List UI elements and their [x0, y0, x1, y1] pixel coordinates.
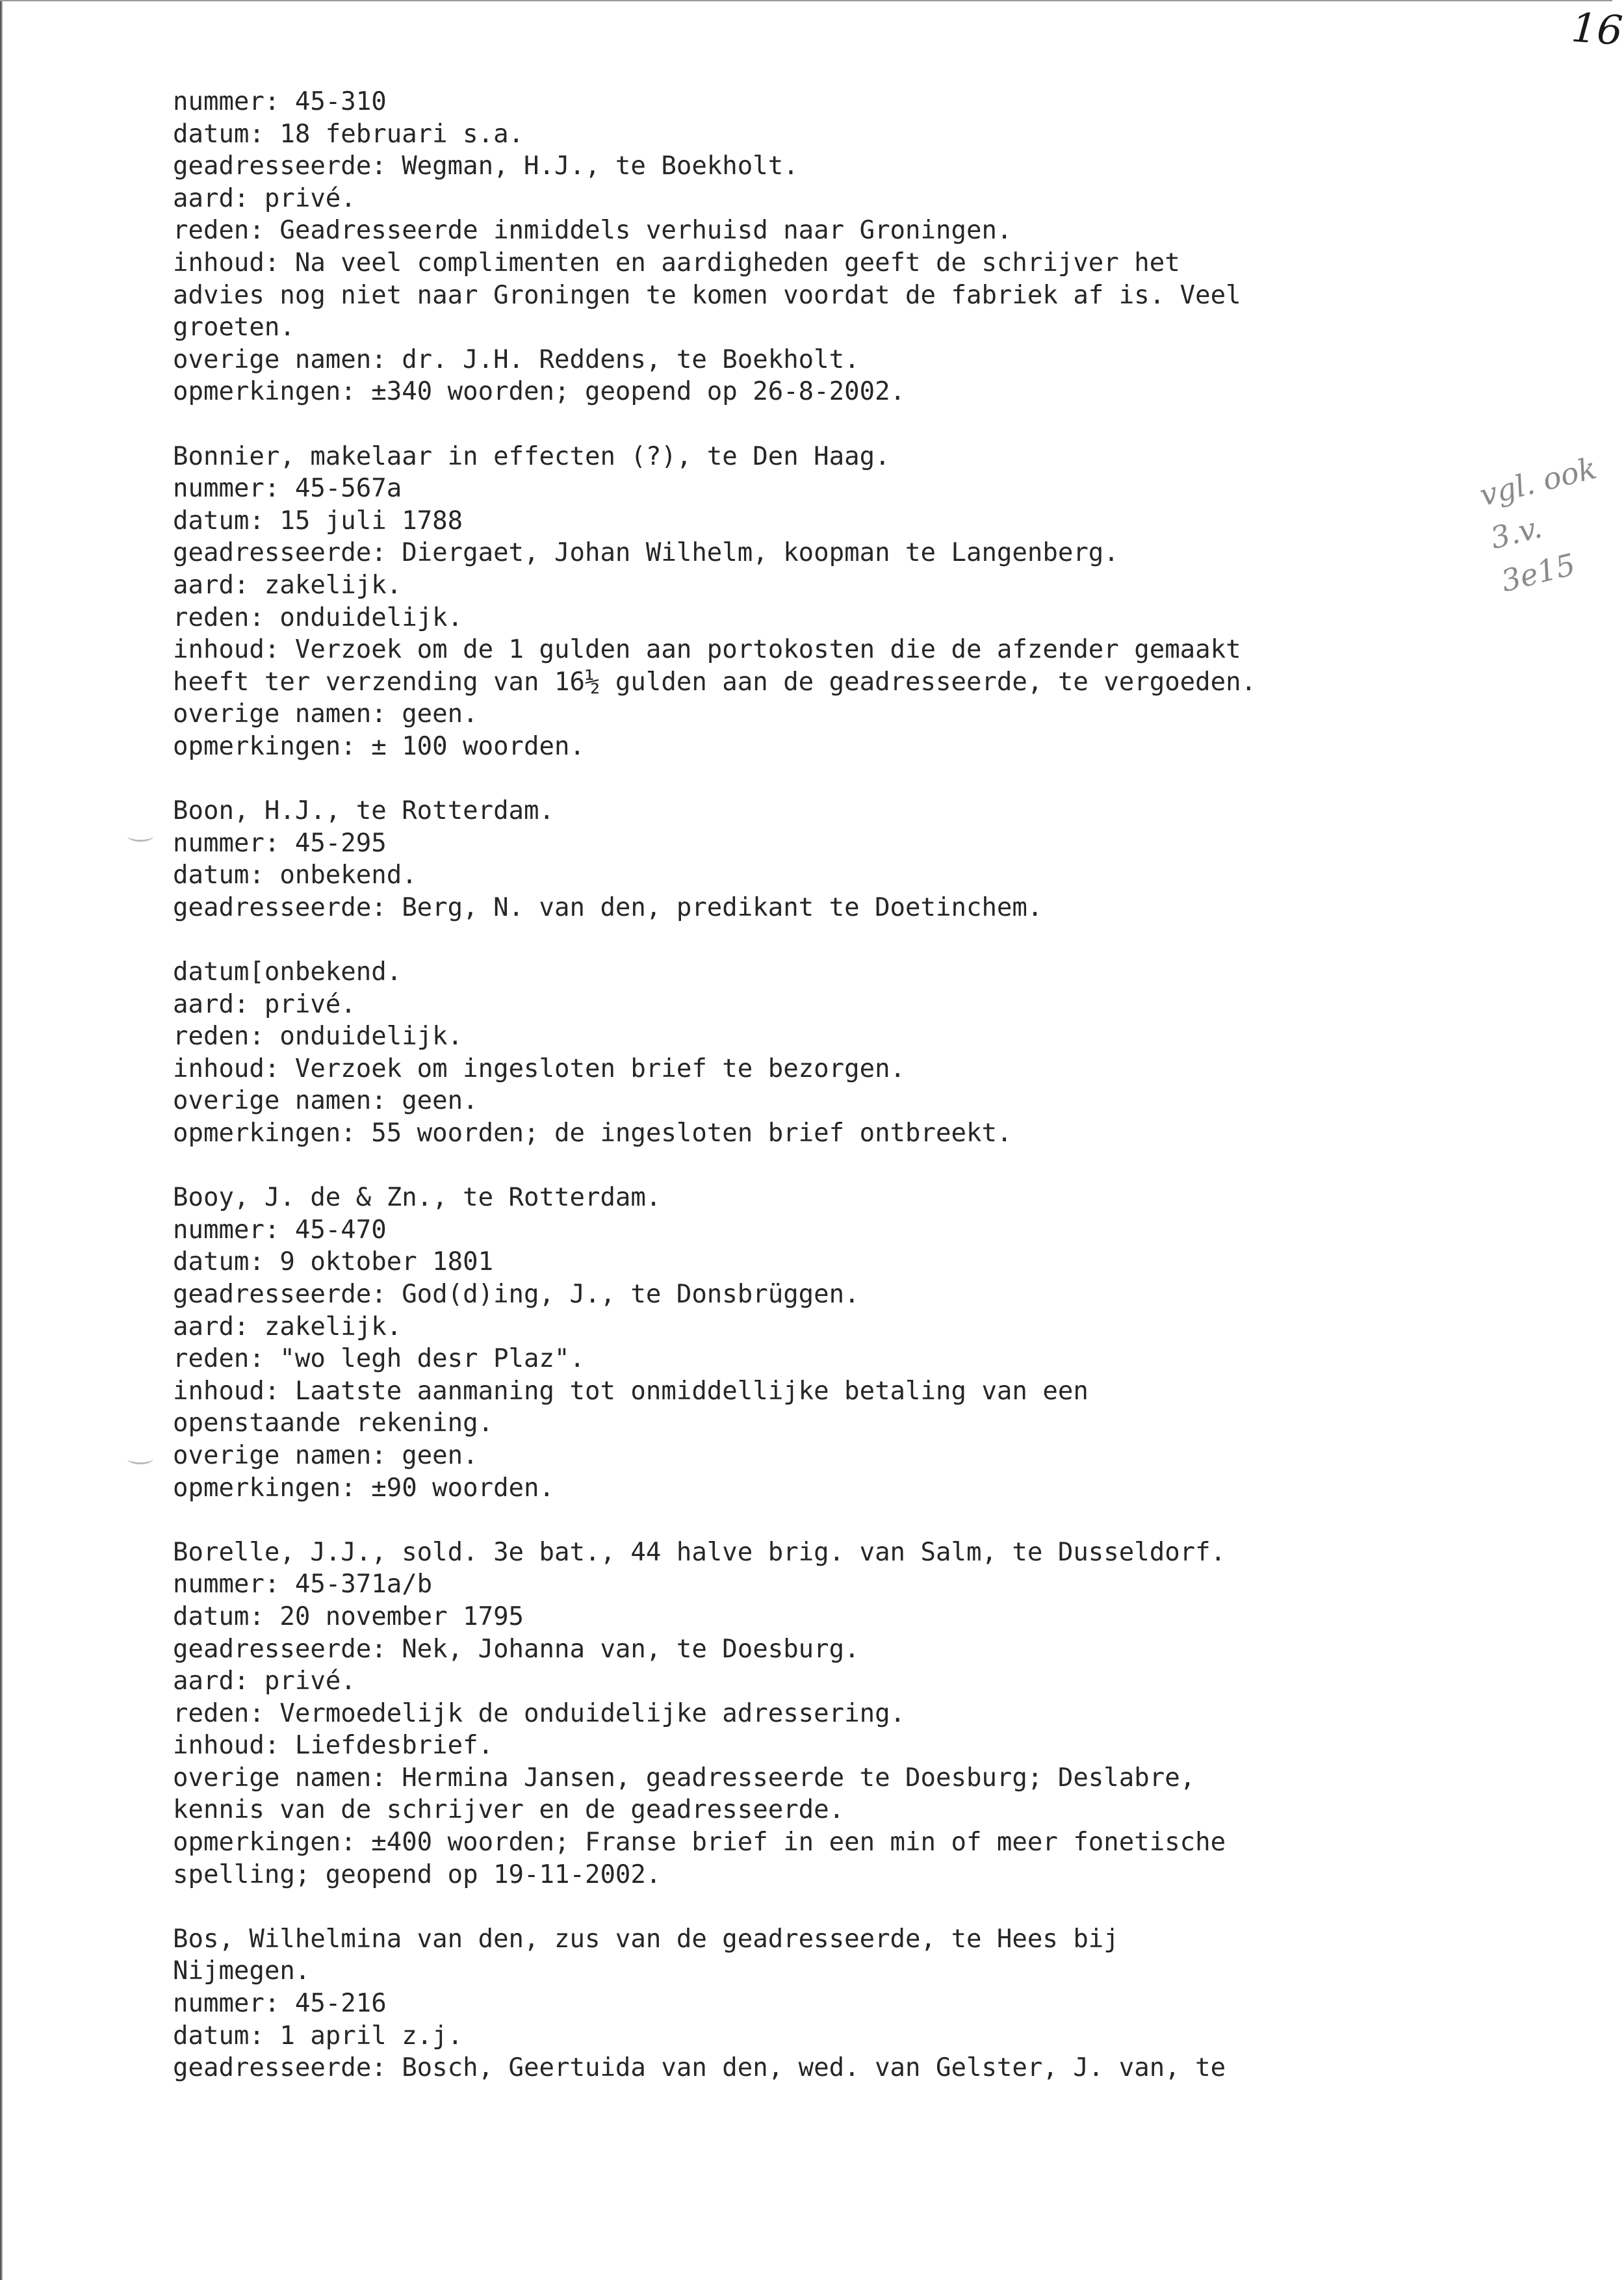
- record-line: overige namen: geen.: [173, 699, 478, 729]
- margin-tick-mark: [127, 1453, 153, 1464]
- scan-top-edge: [0, 0, 1612, 1]
- record-line: opmerkingen: ± 100 woorden.: [173, 731, 585, 761]
- record-line: heeft ter verzending van 16½ gulden aan de geadresseerde, te vergoeden.: [173, 667, 1257, 697]
- record-entry: [173, 795, 1525, 924]
- record-line: nummer: 45-567a: [173, 474, 402, 504]
- record-line: Borelle, J.J., sold. 3e bat., 44 halve brig. van Salm, te Dusseldorf.: [173, 1537, 1226, 1567]
- record-line: datum: onbekend.: [173, 861, 417, 890]
- page-number: 16: [1569, 3, 1624, 55]
- record-line: inhoud: Liefdesbrief.: [173, 1731, 494, 1761]
- record-line: Bos, Wilhelmina van den, zus van de geadresseerde, te Hees bij: [173, 1924, 1119, 1954]
- record-line: Boon, H.J., te Rotterdam.: [173, 796, 554, 826]
- scan-left-edge: [0, 0, 3, 2280]
- record-line: nummer: 45-295: [173, 828, 387, 858]
- record-line: geadresseerde: Bosch, Geertuida van den, wed. van Gelster, J. van, te: [173, 2053, 1226, 2083]
- record-line: Bonnier, makelaar in effecten (?), te Den Haag.: [173, 441, 890, 471]
- record-line: kennis van de schrijver en de geadresseerde.: [173, 1795, 845, 1825]
- record-line: openstaande rekening.: [173, 1408, 494, 1438]
- record-line: nummer: 45-371a/b: [173, 1570, 433, 1600]
- record-line: geadresseerde: God(d)ing, J., te Donsbrüggen.: [173, 1279, 860, 1309]
- record-line: inhoud: Na veel complimenten en aardigheden geeft de schrijver het: [173, 248, 1180, 278]
- record-line: reden: onduidelijk.: [173, 602, 463, 632]
- record-line: datum[onbekend.: [173, 957, 402, 987]
- record-line: opmerkingen: ±400 woorden; Franse brief in een min of meer fonetische: [173, 1828, 1226, 1858]
- record-line: overige namen: geen.: [173, 1086, 478, 1116]
- record-line: spelling; geopend op 19-11-2002.: [173, 1859, 662, 1889]
- record-entry: [173, 441, 1525, 763]
- record-line: datum: 1 april z.j.: [173, 2021, 463, 2051]
- record-line: Nijmegen.: [173, 1956, 311, 1986]
- record-line: datum: 18 februari s.a.: [173, 119, 524, 149]
- margin-note-line: 3e15: [1497, 546, 1579, 599]
- record-line: geadresseerde: Nek, Johanna van, te Doesburg.: [173, 1634, 860, 1664]
- record-line: aard: privé.: [173, 1666, 356, 1696]
- record-entry: [173, 1923, 1525, 2084]
- record-line: aard: privé.: [173, 989, 356, 1019]
- margin-tick-mark: [127, 831, 153, 842]
- margin-note-line: vgl. ook: [1476, 450, 1600, 513]
- record-entry: [173, 1182, 1525, 1504]
- record-line: inhoud: Verzoek om ingesloten brief te bezorgen.: [173, 1054, 906, 1083]
- record-line: opmerkingen: ±90 woorden.: [173, 1473, 554, 1503]
- record-line: datum: 9 oktober 1801: [173, 1247, 494, 1277]
- record-line: geadresseerde: Wegman, H.J., te Boekholt.: [173, 151, 799, 181]
- record-line: inhoud: Laatste aanmaning tot onmiddellijke betaling van een: [173, 1376, 1089, 1406]
- record-line: geadresseerde: Diergaet, Johan Wilhelm, koopman te Langenberg.: [173, 538, 1119, 568]
- document-body: [173, 86, 1525, 2116]
- record-entry: [173, 1536, 1525, 1891]
- record-line: nummer: 45-310: [173, 87, 387, 116]
- record-line: nummer: 45-470: [173, 1215, 387, 1245]
- record-line: Booy, J. de & Zn., te Rotterdam.: [173, 1183, 662, 1213]
- record-line: opmerkingen: 55 woorden; de ingesloten brief ontbreekt.: [173, 1119, 1012, 1148]
- record-entry: [173, 956, 1525, 1150]
- record-line: nummer: 45-216: [173, 1989, 387, 2019]
- record-line: reden: Vermoedelijk de onduidelijke adressering.: [173, 1698, 906, 1728]
- record-line: reden: "wo legh desr Plaz".: [173, 1344, 585, 1374]
- record-entry: [173, 86, 1525, 408]
- record-line: advies nog niet naar Groningen te komen voordat de fabriek af is. Veel: [173, 280, 1241, 310]
- record-line: overige namen: geen.: [173, 1440, 478, 1470]
- record-line: aard: zakelijk.: [173, 1312, 402, 1341]
- margin-note-line: 3.v.: [1487, 509, 1545, 556]
- record-line: datum: 15 juli 1788: [173, 506, 463, 536]
- record-line: groeten.: [173, 313, 295, 343]
- record-line: aard: privé.: [173, 183, 356, 213]
- record-line: aard: zakelijk.: [173, 570, 402, 600]
- record-line: datum: 20 november 1795: [173, 1601, 524, 1631]
- record-line: opmerkingen: ±340 woorden; geopend op 26-8-2002.: [173, 377, 906, 407]
- record-line: inhoud: Verzoek om de 1 gulden aan portokosten die de afzender gemaakt: [173, 635, 1241, 665]
- record-line: reden: onduidelijk.: [173, 1022, 463, 1052]
- record-line: overige namen: dr. J.H. Reddens, te Boekholt.: [173, 344, 860, 374]
- record-line: geadresseerde: Berg, N. van den, predikant te Doetinchem.: [173, 892, 1043, 922]
- record-line: reden: Geadresseerde inmiddels verhuisd naar Groningen.: [173, 216, 1012, 246]
- record-line: overige namen: Hermina Jansen, geadresseerde te Doesburg; Deslabre,: [173, 1763, 1196, 1793]
